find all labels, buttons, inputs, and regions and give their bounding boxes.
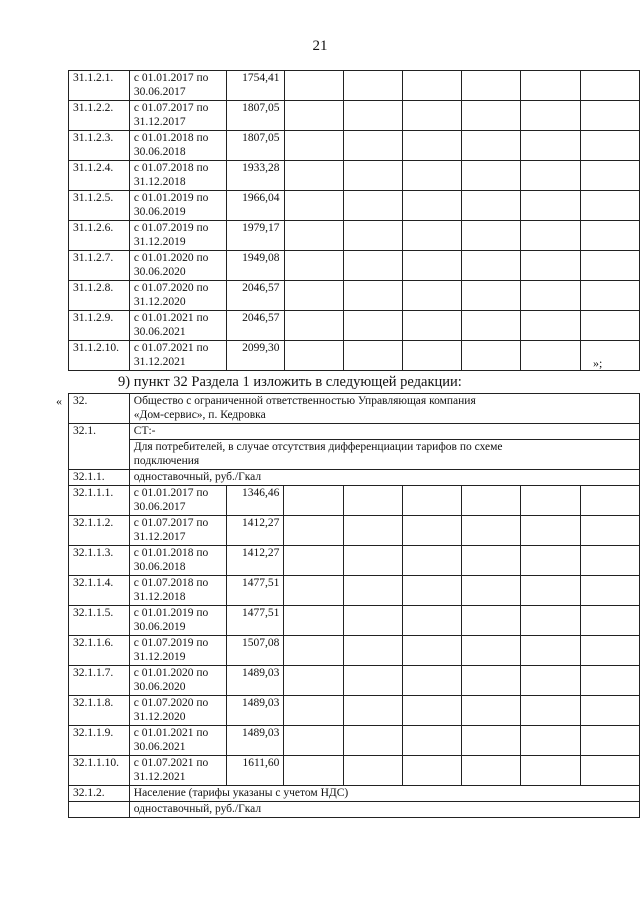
empty-cell: [580, 251, 639, 281]
empty-cell: [521, 486, 580, 516]
empty-cell: [284, 311, 343, 341]
table-row: [69, 341, 640, 371]
empty-cell: [580, 191, 639, 221]
empty-cell: [521, 726, 580, 756]
empty-cell: [521, 546, 580, 576]
empty-cell: [402, 341, 461, 371]
empty-cell: [284, 251, 343, 281]
empty-cell: [343, 161, 402, 191]
period-start: с 01.07.2017 по: [133, 517, 209, 529]
period-start: с 01.07.2017 по: [133, 102, 209, 114]
table-row: [69, 221, 640, 251]
empty-cell: [462, 606, 521, 636]
empty-cell: [462, 636, 521, 666]
empty-cell: [284, 191, 343, 221]
empty-cell: [343, 251, 402, 281]
empty-cell: [343, 726, 402, 756]
table-row: [69, 486, 640, 516]
table-row: [69, 696, 640, 726]
page-number: 21: [312, 38, 328, 54]
row-period: [129, 636, 226, 666]
empty-cell: [402, 101, 461, 131]
empty-cell: [343, 606, 402, 636]
empty-cell: [284, 161, 343, 191]
period-start: с 01.07.2020 по: [133, 697, 209, 709]
empty-cell: [580, 131, 639, 161]
empty-cell: [462, 726, 521, 756]
empty-cell: [580, 666, 639, 696]
row-code: 31.1.2.3.: [69, 131, 130, 161]
period-end: 30.06.2020: [133, 266, 186, 278]
empty-cell: [462, 131, 521, 161]
row-code: 32.1.1.5.: [69, 606, 130, 636]
empty-cell: [284, 726, 343, 756]
period-start: с 01.01.2017 по: [133, 72, 209, 84]
period-start: с 01.07.2018 по: [133, 162, 209, 174]
table-row: [69, 726, 640, 756]
row-code: 31.1.2.10.: [69, 341, 130, 371]
empty-cell: [402, 636, 461, 666]
period-start: с 01.07.2020 по: [133, 282, 209, 294]
empty-cell: [284, 756, 343, 786]
table-row: [69, 71, 640, 101]
empty-cell: [284, 606, 343, 636]
empty-cell: [580, 71, 639, 101]
period-end: 30.06.2021: [133, 741, 186, 753]
empty-cell: [402, 726, 461, 756]
section-3212-subrow: [69, 802, 640, 818]
org-name-cell: [129, 394, 639, 424]
row-period: [129, 486, 226, 516]
empty-cell: [402, 161, 461, 191]
row-tariff-value: 1979,17: [226, 221, 284, 251]
empty-cell: [284, 666, 343, 696]
closing-quote-mark: »;: [593, 356, 603, 370]
empty-cell: [402, 131, 461, 161]
empty-cell: [580, 606, 639, 636]
period-start: с 01.01.2021 по: [133, 727, 209, 739]
period-end: 31.12.2021: [133, 771, 186, 783]
empty-cell: [580, 756, 639, 786]
empty-cell: [580, 221, 639, 251]
empty-cell: [343, 576, 402, 606]
empty-cell: [521, 516, 580, 546]
section-321-note: [129, 440, 639, 470]
empty-cell: [284, 516, 343, 546]
row-code: 32.1.1.6.: [69, 636, 130, 666]
empty-cell: [402, 576, 461, 606]
empty-cell: [462, 161, 521, 191]
empty-cell: [402, 756, 461, 786]
empty-cell: [521, 636, 580, 666]
row-code: 31.1.2.4.: [69, 161, 130, 191]
section-321-note-line2: подключения: [133, 455, 200, 467]
empty-cell: [580, 311, 639, 341]
section-3212-label: Население (тарифы указаны с учетом НДС): [129, 786, 639, 802]
row-tariff-value: 1807,05: [226, 101, 284, 131]
row-period: [129, 191, 226, 221]
empty-cell: [462, 221, 521, 251]
row-tariff-value: 2046,57: [226, 311, 284, 341]
table-row: [69, 606, 640, 636]
period-start: с 01.01.2021 по: [133, 312, 209, 324]
table-row: [69, 756, 640, 786]
row-code: 32.1.1.4.: [69, 576, 130, 606]
period-start: с 01.07.2021 по: [133, 757, 209, 769]
empty-cell: [343, 696, 402, 726]
period-start: с 01.07.2019 по: [133, 637, 209, 649]
empty-cell: [521, 71, 580, 101]
empty-cell: [402, 191, 461, 221]
empty-cell: [521, 161, 580, 191]
section-3212-row: [69, 786, 640, 802]
empty-cell: [343, 756, 402, 786]
empty-cell: [462, 281, 521, 311]
empty-cell: [521, 191, 580, 221]
period-end: 31.12.2018: [133, 591, 186, 603]
tariff-table-32: [68, 393, 640, 818]
empty-cell: [402, 606, 461, 636]
row-tariff-value: 1477,51: [226, 606, 284, 636]
period-start: с 01.01.2019 по: [133, 607, 209, 619]
row-tariff-value: 1507,08: [226, 636, 284, 666]
empty-cell: [402, 281, 461, 311]
table-row: [69, 636, 640, 666]
section-3211-label: одноставочный, руб./Гкал: [129, 470, 639, 486]
section-321-code: 32.1.: [69, 424, 130, 470]
empty-cell: [343, 281, 402, 311]
empty-cell: [402, 516, 461, 546]
period-end: 30.06.2020: [133, 681, 186, 693]
period-end: 30.06.2018: [133, 561, 186, 573]
empty-cell: [521, 101, 580, 131]
period-start: с 01.07.2021 по: [133, 342, 209, 354]
row-period: [129, 606, 226, 636]
row-period: [129, 756, 226, 786]
empty-cell: [462, 546, 521, 576]
table-row: [69, 546, 640, 576]
row-code: 32.1.1.10.: [69, 756, 130, 786]
period-start: с 01.01.2019 по: [133, 192, 209, 204]
section-321-type: СТ:-: [129, 424, 639, 440]
empty-cell: [343, 71, 402, 101]
empty-cell: [284, 71, 343, 101]
row-period: [129, 251, 226, 281]
section-321-row: [69, 424, 640, 440]
section-3211-code: 32.1.1.: [69, 470, 130, 486]
period-start: с 01.01.2017 по: [133, 487, 209, 499]
row-code: 32.1.1.3.: [69, 546, 130, 576]
empty-cell: [521, 696, 580, 726]
empty-cell: [343, 131, 402, 161]
row-tariff-value: 1807,05: [226, 131, 284, 161]
empty-cell: [521, 341, 580, 371]
empty-cell: [580, 576, 639, 606]
table-row: [69, 251, 640, 281]
empty-cell: [343, 191, 402, 221]
empty-cell: [284, 696, 343, 726]
row-period: [129, 131, 226, 161]
empty-cell: [284, 281, 343, 311]
empty-cell: [284, 221, 343, 251]
row-code: 31.1.2.9.: [69, 311, 130, 341]
period-end: 30.06.2017: [133, 501, 186, 513]
empty-cell: [580, 546, 639, 576]
period-start: с 01.01.2018 по: [133, 132, 209, 144]
empty-cell: [402, 221, 461, 251]
table-row: [69, 101, 640, 131]
empty-cell: [462, 71, 521, 101]
row-tariff-value: 1412,27: [226, 516, 284, 546]
section-3212-sublabel: одноставочный, руб./Гкал: [129, 802, 639, 818]
row-tariff-value: 1346,46: [226, 486, 284, 516]
row-period: [129, 726, 226, 756]
row-code: 32.1.1.9.: [69, 726, 130, 756]
empty-cell: [343, 221, 402, 251]
table-row: [69, 666, 640, 696]
row-code: 31.1.2.2.: [69, 101, 130, 131]
row-code: 31.1.2.6.: [69, 221, 130, 251]
row-code: 32.1.1.2.: [69, 516, 130, 546]
period-end: 30.06.2021: [133, 326, 186, 338]
empty-cell: [462, 251, 521, 281]
period-start: с 01.01.2020 по: [133, 252, 209, 264]
org-code-cell: 32.: [69, 394, 130, 424]
row-period: [129, 311, 226, 341]
row-period: [129, 666, 226, 696]
org-name-line1: Общество с ограниченной ответственностью Управляющая компания: [133, 395, 476, 407]
empty-cell: [402, 71, 461, 101]
period-end: 31.12.2018: [133, 176, 186, 188]
period-end: 30.06.2019: [133, 621, 186, 633]
period-end: 30.06.2019: [133, 206, 186, 218]
period-start: с 01.01.2018 по: [133, 547, 209, 559]
row-period: [129, 696, 226, 726]
empty-cell: [343, 341, 402, 371]
empty-cell: [402, 311, 461, 341]
row-period: [129, 546, 226, 576]
empty-cell: [284, 486, 343, 516]
empty-cell: [343, 546, 402, 576]
opening-quote-mark: «: [56, 394, 62, 408]
table-row: [69, 131, 640, 161]
row-period: [129, 161, 226, 191]
period-end: 31.12.2017: [133, 531, 186, 543]
empty-cell: [284, 341, 343, 371]
table-row: [69, 161, 640, 191]
section-321-note-line1: Для потребителей, в случае отсутствия дифференциации тарифов по схеме: [133, 441, 503, 453]
period-end: 31.12.2017: [133, 116, 186, 128]
empty-cell: [521, 221, 580, 251]
empty-cell: [284, 636, 343, 666]
period-end: 31.12.2019: [133, 651, 186, 663]
empty-cell: [462, 101, 521, 131]
row-tariff-value: 1412,27: [226, 546, 284, 576]
table-row: [69, 576, 640, 606]
empty-cell: [580, 516, 639, 546]
row-period: [129, 71, 226, 101]
row-period: [129, 281, 226, 311]
amendment-text: 9) пункт 32 Раздела 1 изложить в следующей редакции:: [118, 374, 462, 390]
row-tariff-value: 2046,57: [226, 281, 284, 311]
empty-cell: [521, 281, 580, 311]
row-tariff-value: 1611,60: [226, 756, 284, 786]
empty-cell: [402, 486, 461, 516]
table-row: [69, 191, 640, 221]
row-tariff-value: 1477,51: [226, 576, 284, 606]
section-3212-sub-code: [69, 802, 130, 818]
row-code: 31.1.2.5.: [69, 191, 130, 221]
section-3211-row: [69, 470, 640, 486]
row-tariff-value: 2099,30: [226, 341, 284, 371]
row-code: 32.1.1.7.: [69, 666, 130, 696]
period-end: 31.12.2021: [133, 356, 186, 368]
empty-cell: [580, 726, 639, 756]
row-tariff-value: 1966,04: [226, 191, 284, 221]
empty-cell: [462, 666, 521, 696]
empty-cell: [462, 341, 521, 371]
empty-cell: [580, 636, 639, 666]
empty-cell: [521, 756, 580, 786]
period-end: 31.12.2019: [133, 236, 186, 248]
empty-cell: [580, 281, 639, 311]
empty-cell: [402, 696, 461, 726]
empty-cell: [343, 516, 402, 546]
section-321-note-row: [69, 440, 640, 470]
row-code: 31.1.2.7.: [69, 251, 130, 281]
period-end: 31.12.2020: [133, 711, 186, 723]
empty-cell: [462, 486, 521, 516]
empty-cell: [521, 576, 580, 606]
empty-cell: [521, 311, 580, 341]
empty-cell: [343, 636, 402, 666]
empty-cell: [343, 311, 402, 341]
tariff-table-31: [68, 70, 640, 371]
empty-cell: [580, 696, 639, 726]
empty-cell: [580, 341, 639, 371]
empty-cell: [462, 311, 521, 341]
row-code: 31.1.2.8.: [69, 281, 130, 311]
table-row: [69, 516, 640, 546]
empty-cell: [521, 251, 580, 281]
empty-cell: [521, 606, 580, 636]
row-tariff-value: 1489,03: [226, 666, 284, 696]
period-end: 31.12.2020: [133, 296, 186, 308]
row-period: [129, 576, 226, 606]
empty-cell: [343, 486, 402, 516]
empty-cell: [402, 666, 461, 696]
period-start: с 01.07.2018 по: [133, 577, 209, 589]
row-tariff-value: 1933,28: [226, 161, 284, 191]
empty-cell: [402, 546, 461, 576]
org-header-row: [69, 394, 640, 424]
empty-cell: [521, 666, 580, 696]
section-3212-code: 32.1.2.: [69, 786, 130, 802]
row-tariff-value: 1949,08: [226, 251, 284, 281]
empty-cell: [284, 546, 343, 576]
row-period: [129, 341, 226, 371]
row-period: [129, 221, 226, 251]
empty-cell: [462, 576, 521, 606]
row-period: [129, 516, 226, 546]
row-code: 32.1.1.8.: [69, 696, 130, 726]
empty-cell: [462, 696, 521, 726]
empty-cell: [462, 191, 521, 221]
empty-cell: [402, 251, 461, 281]
row-tariff-value: 1489,03: [226, 726, 284, 756]
empty-cell: [343, 101, 402, 131]
org-name-line2: «Дом-сервис», п. Кедровка: [133, 409, 266, 421]
row-period: [129, 101, 226, 131]
period-end: 30.06.2017: [133, 86, 186, 98]
period-end: 30.06.2018: [133, 146, 186, 158]
period-start: с 01.07.2019 по: [133, 222, 209, 234]
row-code: 32.1.1.1.: [69, 486, 130, 516]
empty-cell: [284, 101, 343, 131]
row-tariff-value: 1489,03: [226, 696, 284, 726]
row-tariff-value: 1754,41: [226, 71, 284, 101]
empty-cell: [521, 131, 580, 161]
empty-cell: [284, 131, 343, 161]
table-row: [69, 281, 640, 311]
empty-cell: [462, 516, 521, 546]
empty-cell: [580, 486, 639, 516]
empty-cell: [462, 756, 521, 786]
empty-cell: [580, 161, 639, 191]
period-start: с 01.01.2020 по: [133, 667, 209, 679]
empty-cell: [580, 101, 639, 131]
table-row: [69, 311, 640, 341]
empty-cell: [284, 576, 343, 606]
row-code: 31.1.2.1.: [69, 71, 130, 101]
empty-cell: [343, 666, 402, 696]
